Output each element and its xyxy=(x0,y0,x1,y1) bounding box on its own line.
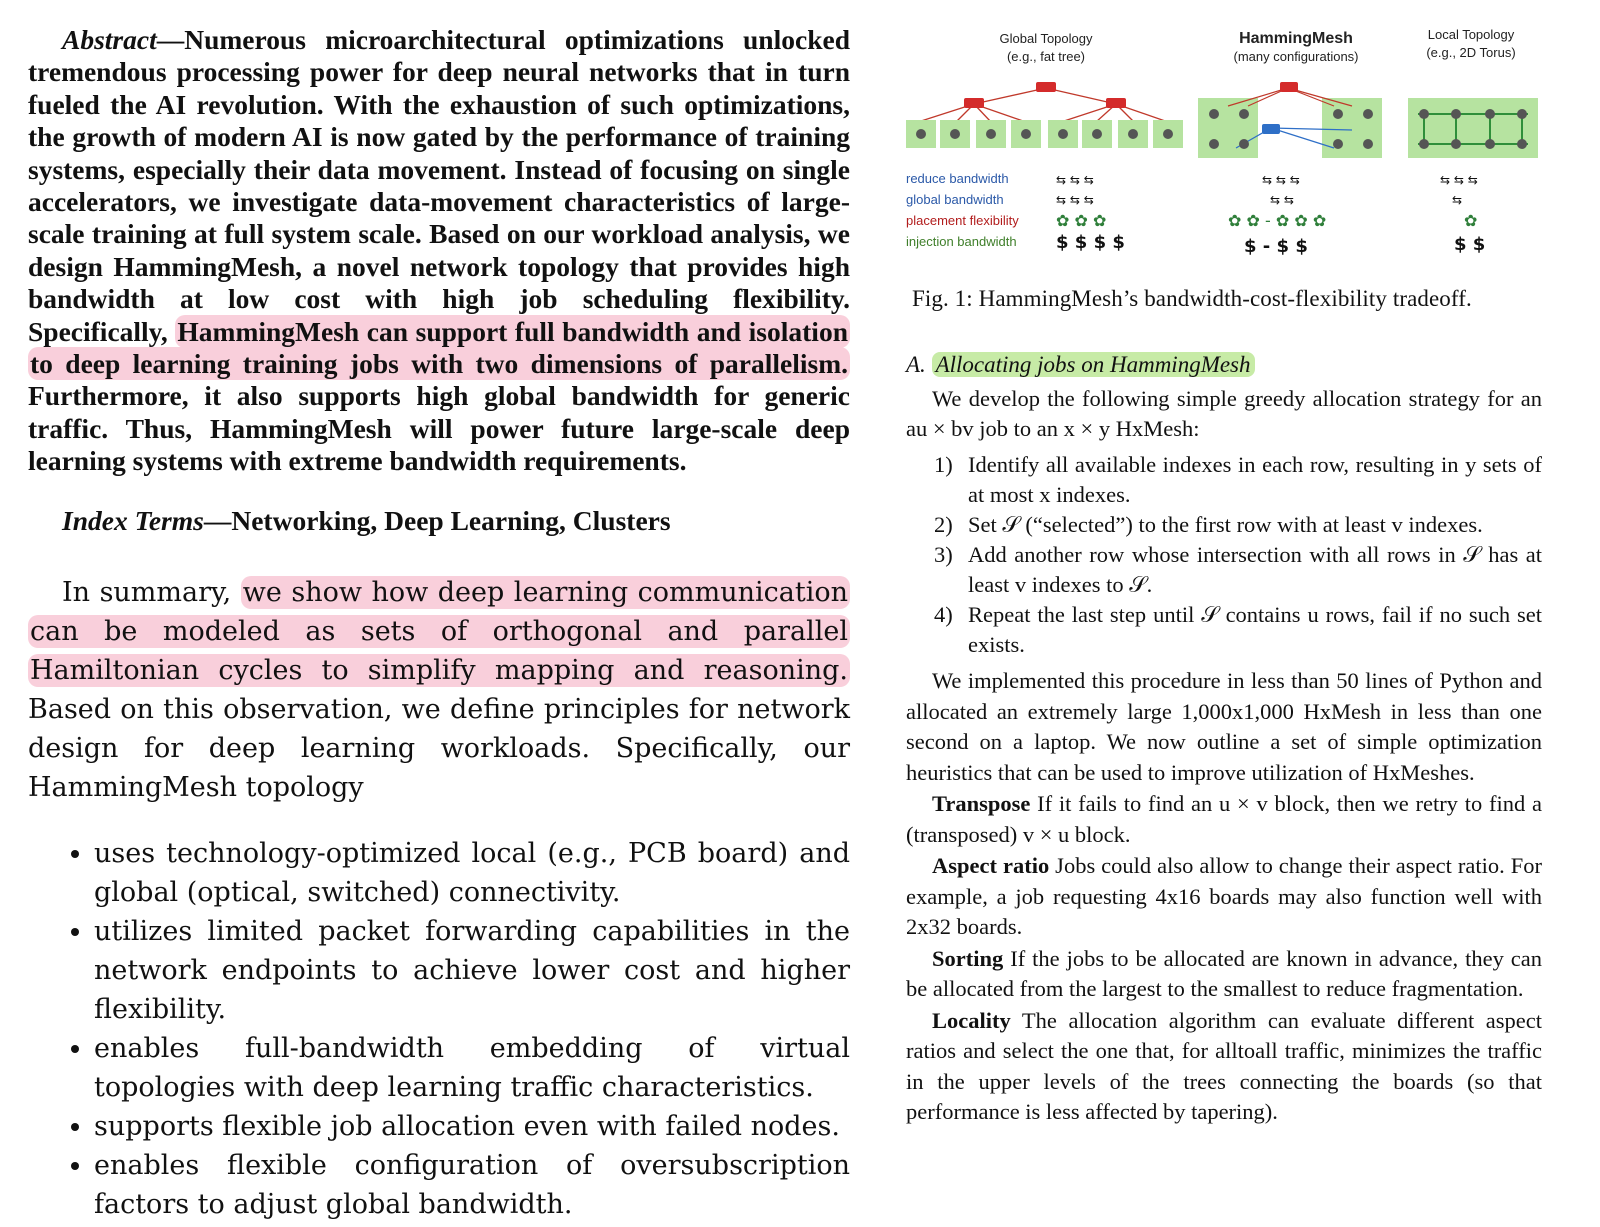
step-number: 1) xyxy=(934,452,953,477)
section-heading xyxy=(906,352,1542,378)
svg-text:⇆ ⇆: ⇆ ⇆ xyxy=(1270,193,1294,207)
heuristic-text: Jobs could also allow to change their aspect ratio. For example, a job requesting 4x16 boards may also function well with 2x32 boards. xyxy=(906,853,1542,939)
legend-placement-flexibility: placement flexibility xyxy=(906,213,1019,228)
section-letter: A. xyxy=(906,352,926,377)
svg-text:✿ ✿ - ✿ ✿ ✿: ✿ ✿ - ✿ ✿ ✿ xyxy=(1228,211,1327,230)
step-text: Repeat the last step until 𝒮 contains u rows, fail if no such set exists. xyxy=(968,602,1542,657)
list-item: • enables full-bandwidth embedding of virtual topologies with deep learning traffic characteristics. xyxy=(94,1029,850,1107)
heuristic-text: If the jobs to be allocated are known in advance, they can be allocated from the largest to the smallest to reduce fragmentation. xyxy=(906,945,1542,1001)
list-item xyxy=(906,540,1542,600)
abstract-paragraph xyxy=(28,24,850,478)
switch-icon xyxy=(1262,124,1280,134)
local-subtitle-text: (e.g., 2D Torus) xyxy=(1426,45,1516,60)
step-text: Identify all available indexes in each row, resulting in y sets of at most x indexes. xyxy=(968,452,1542,507)
heuristic-text: If it fails to find an u × v block, then we retry to find a (transposed) v × u block. xyxy=(906,791,1542,847)
index-terms-text: —Networking, Deep Learning, Clusters xyxy=(203,505,671,537)
abstract-text-after: Furthermore, it also supports high global bandwidth for generic traffic. Thus, HammingMesh will power future large-scale deep learning systems with extreme bandwidth requirements. xyxy=(28,380,850,477)
list-item: • supports flexible job allocation even with failed nodes. xyxy=(94,1107,850,1146)
gear-icons xyxy=(1056,211,1477,230)
list-item xyxy=(906,510,1542,540)
figure-caption: Fig. 1: HammingMesh’s bandwidth-cost-flexibility tradeoff. xyxy=(912,286,1472,311)
svg-text:⇆ ⇆ ⇆: ⇆ ⇆ ⇆ xyxy=(1262,173,1300,187)
torus-board xyxy=(1408,98,1538,158)
switch-icon xyxy=(1280,82,1298,92)
svg-text:✿: ✿ xyxy=(1464,211,1478,230)
legend-injection-bandwidth: injection bandwidth xyxy=(906,234,1017,249)
left-column xyxy=(28,0,850,1224)
right-column xyxy=(906,0,1542,1128)
hamming-subtitle-text: (many configurations) xyxy=(1233,49,1359,64)
svg-text:⇆: ⇆ xyxy=(1452,193,1463,207)
step-text: Set 𝒮 (“selected”) to the first row with at least v indexes. xyxy=(968,512,1483,537)
summary-highlight: we show how deep learning communication can be modeled as sets of orthogonal and parallel Hamiltonian cycles to simplify mapping and reasoning. xyxy=(30,577,848,687)
heuristic-title: Transpose xyxy=(932,791,1031,816)
local-title-text: Local Topology xyxy=(1427,27,1515,42)
summary-paragraph xyxy=(28,573,850,807)
chip-icon xyxy=(916,129,1173,139)
section-intro: We develop the following simple greedy allocation strategy for an au × bv job to an x × y HxMesh: xyxy=(906,386,1542,441)
index-terms xyxy=(28,505,850,537)
section-title: Allocating jobs on HammingMesh xyxy=(932,352,1255,377)
heuristic-locality xyxy=(906,1006,1542,1128)
global-subtitle-text: (e.g., fat tree) xyxy=(1006,49,1086,64)
step-number: 4) xyxy=(934,602,953,627)
abstract-highlight: HammingMesh can support full bandwidth and isolation to deep learning training jobs with two dimensions of parallelism. xyxy=(30,315,848,380)
implementation-paragraph: We implemented this procedure in less than 50 lines of Python and allocated an extremely large 1,000x1,000 HxMesh in less than one second on a laptop. We now outline a set of simple optimization heuristics that can be used to improve utilization of HxMeshes. xyxy=(906,668,1542,785)
list-item: • utilizes limited packet forwarding capabilities in the network endpoints to achieve lower cost and higher flexibility. xyxy=(94,912,850,1029)
svg-text:⇆ ⇆ ⇆: ⇆ ⇆ ⇆ xyxy=(1056,173,1094,187)
step-text: Add another row whose intersection with all rows in 𝒮 has at least v indexes to 𝒮. xyxy=(968,542,1542,597)
abstract-text-before: —Numerous microarchitectural optimizations unlocked tremendous processing power for deep neural networks that in turn fueled the AI revolution. With the exhaustion of such optimizations, the growth of modern AI is now gated by the performance of training systems, especially their data movement. Instead of focusing on single accelerators, we investigate data-movement characteristics of large-scale training at full system scale. Based on our workload analysis, we design HammingMesh, a novel network topology that provides high bandwidth at low cost with high job scheduling flexibility. Specifically, xyxy=(28,24,850,347)
heuristic-title: Aspect ratio xyxy=(932,853,1050,878)
fat-tree-links xyxy=(918,88,1168,122)
cost-global: $ $ $ $ xyxy=(1056,232,1125,253)
abstract-label: Abstract xyxy=(62,24,157,55)
heuristic-title: Locality xyxy=(932,1007,1011,1033)
heuristic-sorting xyxy=(906,944,1542,1005)
svg-text:✿ ✿ ✿: ✿ ✿ ✿ xyxy=(1056,211,1107,230)
heuristic-title: Sorting xyxy=(932,945,1004,971)
heuristic-aspect-ratio xyxy=(906,851,1542,943)
svg-text:⇆ ⇆ ⇆: ⇆ ⇆ ⇆ xyxy=(1440,173,1478,187)
heuristic-text: The allocation algorithm can evaluate different aspect ratios and select the one that, for alltoall traffic, minimizes the traffic in the upper levels of the trees connecting the boards (so that performance is less affected by tapering). xyxy=(906,1007,1542,1124)
figure-legend xyxy=(906,168,1019,252)
list-item xyxy=(906,450,1542,510)
list-item: • enables flexible configuration of oversubscription factors to adjust global bandwidth. xyxy=(94,1146,850,1224)
heuristic-transpose xyxy=(906,789,1542,850)
global-title-text: Global Topology xyxy=(999,31,1093,46)
list-item: • uses technology-optimized local (e.g., PCB board) and global (optical, switched) connectivity. xyxy=(94,834,850,912)
summary-text-before: In summary, xyxy=(62,577,241,609)
index-terms-label: Index Terms xyxy=(62,505,204,537)
hamming-title-text: HammingMesh xyxy=(1239,30,1353,47)
step-number: 2) xyxy=(934,512,953,537)
cost-local: $ $ xyxy=(1454,234,1486,255)
step-number: 3) xyxy=(934,542,953,567)
cost-hamming: $ - $ $ xyxy=(1244,236,1308,257)
figure-1 xyxy=(906,0,1542,270)
allocation-steps xyxy=(906,450,1542,660)
legend-reduce-bandwidth: reduce bandwidth xyxy=(906,171,1009,186)
svg-text:⇆ ⇆ ⇆: ⇆ ⇆ ⇆ xyxy=(1056,193,1094,207)
summary-text-after: Based on this observation, we define principles for network design for deep learning workloads. Specifically, our HammingMesh topology xyxy=(28,694,850,804)
legend-global-bandwidth: global bandwidth xyxy=(906,192,1004,207)
bandwidth-arrow-icons xyxy=(1056,173,1478,207)
switch-icon xyxy=(964,82,1126,108)
list-item xyxy=(906,600,1542,660)
contribution-list xyxy=(28,834,850,1224)
fat-tree-boards xyxy=(906,120,1183,148)
